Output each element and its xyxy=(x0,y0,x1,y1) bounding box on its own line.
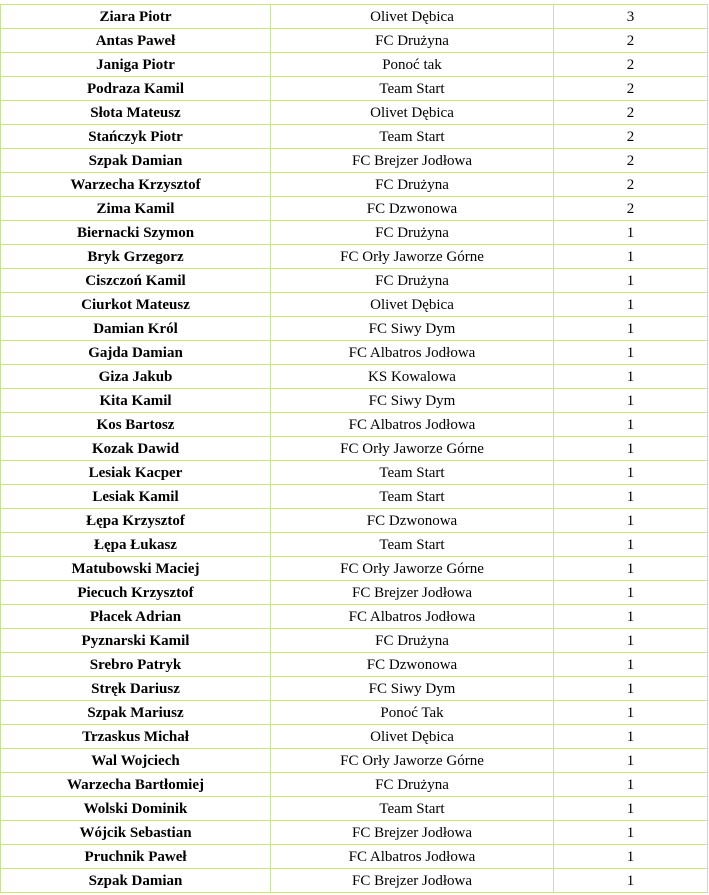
team-name-cell: FC Albatros Jodłowa xyxy=(271,413,554,437)
player-name-cell: Piecuch Krzysztof xyxy=(1,581,271,605)
team-name-cell: FC Brejzer Jodłowa xyxy=(271,149,554,173)
player-name-cell: Warzecha Bartłomiej xyxy=(1,773,271,797)
goals-count-cell: 1 xyxy=(554,773,708,797)
player-name-cell: Łępa Łukasz xyxy=(1,533,271,557)
goals-count-cell: 2 xyxy=(554,149,708,173)
team-name-cell: Ponoć tak xyxy=(271,53,554,77)
player-name-cell: Warzecha Krzysztof xyxy=(1,173,271,197)
goals-count-cell: 1 xyxy=(554,869,708,893)
player-name-cell: Giza Jakub xyxy=(1,365,271,389)
table-row xyxy=(1,701,708,725)
team-name-cell: FC Albatros Jodłowa xyxy=(271,341,554,365)
goals-count-cell: 1 xyxy=(554,413,708,437)
goals-count-cell: 1 xyxy=(554,365,708,389)
goals-count-cell: 1 xyxy=(554,341,708,365)
goals-count-cell: 1 xyxy=(554,245,708,269)
goals-count-cell: 1 xyxy=(554,749,708,773)
team-name-cell: FC Brejzer Jodłowa xyxy=(271,821,554,845)
team-name-cell: FC Orły Jaworze Górne xyxy=(271,749,554,773)
team-name-cell: Ponoć Tak xyxy=(271,701,554,725)
table-row xyxy=(1,269,708,293)
goals-count-cell: 1 xyxy=(554,485,708,509)
goals-count-cell: 1 xyxy=(554,653,708,677)
team-name-cell: FC Siwy Dym xyxy=(271,317,554,341)
team-name-cell: FC Drużyna xyxy=(271,221,554,245)
team-name-cell: FC Drużyna xyxy=(271,773,554,797)
table-row xyxy=(1,365,708,389)
team-name-cell: FC Drużyna xyxy=(271,29,554,53)
team-name-cell: Team Start xyxy=(271,485,554,509)
table-row xyxy=(1,125,708,149)
goals-count-cell: 2 xyxy=(554,29,708,53)
scorers-table-container xyxy=(0,4,707,893)
goals-count-cell: 1 xyxy=(554,389,708,413)
team-name-cell: FC Siwy Dym xyxy=(271,389,554,413)
goals-count-cell: 2 xyxy=(554,197,708,221)
table-row xyxy=(1,53,708,77)
goals-count-cell: 2 xyxy=(554,125,708,149)
player-name-cell: Lesiak Kacper xyxy=(1,461,271,485)
table-row xyxy=(1,437,708,461)
scorers-table-body xyxy=(1,5,708,893)
player-name-cell: Matubowski Maciej xyxy=(1,557,271,581)
table-row xyxy=(1,245,708,269)
goals-count-cell: 1 xyxy=(554,509,708,533)
team-name-cell: Team Start xyxy=(271,797,554,821)
team-name-cell: Olivet Dębica xyxy=(271,725,554,749)
table-row xyxy=(1,581,708,605)
table-row xyxy=(1,341,708,365)
player-name-cell: Ciurkot Mateusz xyxy=(1,293,271,317)
team-name-cell: FC Brejzer Jodłowa xyxy=(271,581,554,605)
goals-count-cell: 1 xyxy=(554,821,708,845)
player-name-cell: Kita Kamil xyxy=(1,389,271,413)
team-name-cell: Olivet Dębica xyxy=(271,5,554,29)
team-name-cell: FC Dzwonowa xyxy=(271,197,554,221)
table-row xyxy=(1,173,708,197)
goals-count-cell: 2 xyxy=(554,101,708,125)
table-row xyxy=(1,389,708,413)
goals-count-cell: 1 xyxy=(554,461,708,485)
goals-count-cell: 1 xyxy=(554,797,708,821)
table-row xyxy=(1,29,708,53)
team-name-cell: FC Orły Jaworze Górne xyxy=(271,557,554,581)
player-name-cell: Pyznarski Kamil xyxy=(1,629,271,653)
table-row xyxy=(1,653,708,677)
team-name-cell: Olivet Dębica xyxy=(271,101,554,125)
table-row xyxy=(1,5,708,29)
player-name-cell: Trzaskus Michał xyxy=(1,725,271,749)
team-name-cell: FC Orły Jaworze Górne xyxy=(271,245,554,269)
player-name-cell: Gajda Damian xyxy=(1,341,271,365)
player-name-cell: Biernacki Szymon xyxy=(1,221,271,245)
team-name-cell: Team Start xyxy=(271,125,554,149)
player-name-cell: Bryk Grzegorz xyxy=(1,245,271,269)
table-row xyxy=(1,317,708,341)
table-row xyxy=(1,221,708,245)
table-row xyxy=(1,797,708,821)
table-row xyxy=(1,485,708,509)
table-row xyxy=(1,149,708,173)
table-row xyxy=(1,773,708,797)
goals-count-cell: 1 xyxy=(554,317,708,341)
table-row xyxy=(1,77,708,101)
player-name-cell: Zima Kamil xyxy=(1,197,271,221)
table-row xyxy=(1,101,708,125)
table-row xyxy=(1,629,708,653)
player-name-cell: Kozak Dawid xyxy=(1,437,271,461)
scorers-table xyxy=(0,4,708,893)
player-name-cell: Antas Paweł xyxy=(1,29,271,53)
goals-count-cell: 1 xyxy=(554,557,708,581)
table-row xyxy=(1,869,708,893)
goals-count-cell: 1 xyxy=(554,533,708,557)
goals-count-cell: 1 xyxy=(554,677,708,701)
goals-count-cell: 1 xyxy=(554,293,708,317)
goals-count-cell: 1 xyxy=(554,605,708,629)
player-name-cell: Szpak Mariusz xyxy=(1,701,271,725)
team-name-cell: FC Drużyna xyxy=(271,629,554,653)
team-name-cell: Team Start xyxy=(271,77,554,101)
goals-count-cell: 2 xyxy=(554,173,708,197)
player-name-cell: Wolski Dominik xyxy=(1,797,271,821)
goals-count-cell: 2 xyxy=(554,53,708,77)
goals-count-cell: 1 xyxy=(554,725,708,749)
player-name-cell: Ziara Piotr xyxy=(1,5,271,29)
player-name-cell: Szpak Damian xyxy=(1,869,271,893)
player-name-cell: Słota Mateusz xyxy=(1,101,271,125)
team-name-cell: Team Start xyxy=(271,461,554,485)
team-name-cell: FC Orły Jaworze Górne xyxy=(271,437,554,461)
player-name-cell: Wal Wojciech xyxy=(1,749,271,773)
table-row xyxy=(1,533,708,557)
table-row xyxy=(1,509,708,533)
team-name-cell: FC Dzwonowa xyxy=(271,653,554,677)
table-row xyxy=(1,293,708,317)
player-name-cell: Stańczyk Piotr xyxy=(1,125,271,149)
team-name-cell: Olivet Dębica xyxy=(271,293,554,317)
goals-count-cell: 3 xyxy=(554,5,708,29)
team-name-cell: FC Drużyna xyxy=(271,269,554,293)
table-row xyxy=(1,821,708,845)
player-name-cell: Pruchnik Paweł xyxy=(1,845,271,869)
player-name-cell: Kos Bartosz xyxy=(1,413,271,437)
goals-count-cell: 1 xyxy=(554,581,708,605)
table-row xyxy=(1,749,708,773)
goals-count-cell: 2 xyxy=(554,77,708,101)
team-name-cell: FC Brejzer Jodłowa xyxy=(271,869,554,893)
table-row xyxy=(1,461,708,485)
goals-count-cell: 1 xyxy=(554,845,708,869)
player-name-cell: Lesiak Kamil xyxy=(1,485,271,509)
player-name-cell: Damian Król xyxy=(1,317,271,341)
team-name-cell: FC Siwy Dym xyxy=(271,677,554,701)
player-name-cell: Janiga Piotr xyxy=(1,53,271,77)
goals-count-cell: 1 xyxy=(554,437,708,461)
team-name-cell: FC Drużyna xyxy=(271,173,554,197)
team-name-cell: FC Albatros Jodłowa xyxy=(271,605,554,629)
table-row xyxy=(1,197,708,221)
player-name-cell: Srebro Patryk xyxy=(1,653,271,677)
player-name-cell: Łępa Krzysztof xyxy=(1,509,271,533)
team-name-cell: Team Start xyxy=(271,533,554,557)
player-name-cell: Podraza Kamil xyxy=(1,77,271,101)
player-name-cell: Szpak Damian xyxy=(1,149,271,173)
player-name-cell: Ciszczoń Kamil xyxy=(1,269,271,293)
table-row xyxy=(1,557,708,581)
table-row xyxy=(1,413,708,437)
goals-count-cell: 1 xyxy=(554,269,708,293)
team-name-cell: FC Albatros Jodłowa xyxy=(271,845,554,869)
table-row xyxy=(1,845,708,869)
team-name-cell: FC Dzwonowa xyxy=(271,509,554,533)
player-name-cell: Wójcik Sebastian xyxy=(1,821,271,845)
goals-count-cell: 1 xyxy=(554,221,708,245)
table-row xyxy=(1,725,708,749)
player-name-cell: Płacek Adrian xyxy=(1,605,271,629)
team-name-cell: KS Kowalowa xyxy=(271,365,554,389)
player-name-cell: Stręk Dariusz xyxy=(1,677,271,701)
goals-count-cell: 1 xyxy=(554,629,708,653)
table-row xyxy=(1,677,708,701)
goals-count-cell: 1 xyxy=(554,701,708,725)
table-row xyxy=(1,605,708,629)
